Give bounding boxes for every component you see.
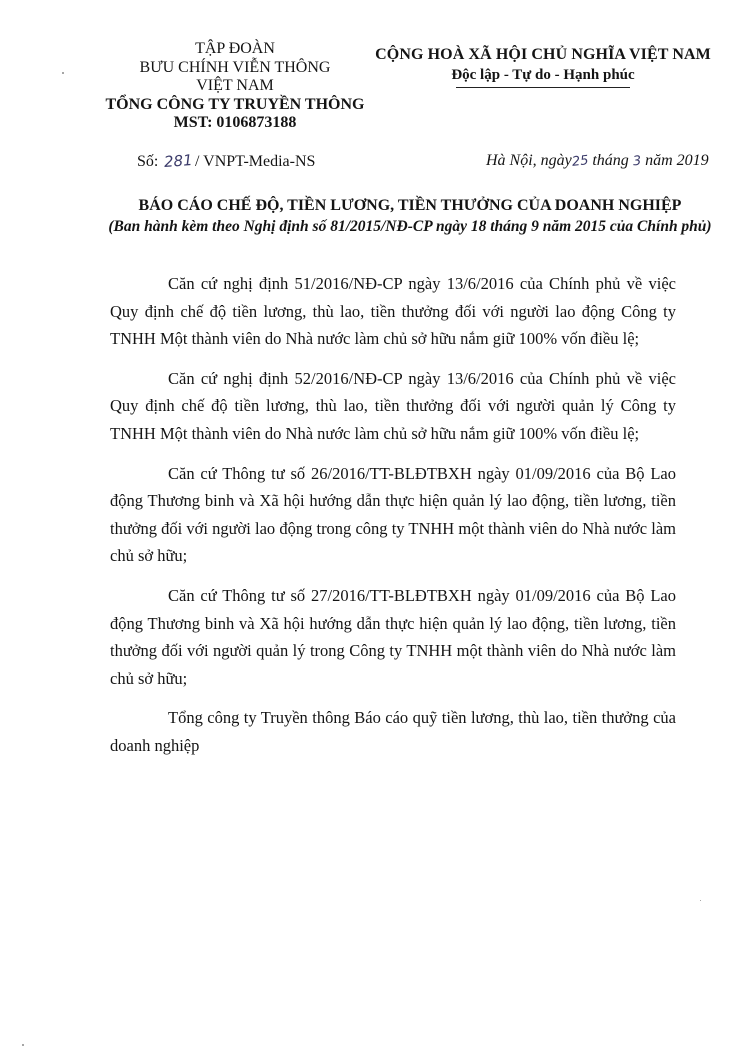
- organization-header: [104, 40, 366, 133]
- doc-number-handwritten: 281: [163, 151, 194, 171]
- paragraph: Tổng công ty Truyền thông Báo cáo quỹ tiền lương, thù lao, tiền thưởng của doanh nghiệp: [110, 708, 676, 755]
- document-date: [486, 152, 709, 170]
- org-tax-code: MST: 0106873188: [173, 114, 297, 131]
- national-header: [368, 44, 718, 88]
- paragraph: Căn cứ Thông tư số 27/2016/TT-BLĐTBXH ngày 01/09/2016 của Bộ Lao động Thương binh và Xã hội hướng dẫn thực hiện quản lý lao động, tiền lương, tiền thưởng đối với người quản lý trong Công ty TNHH một thành viên do Nhà nước làm chủ sở hữu;: [110, 585, 676, 688]
- scan-speck: [62, 72, 64, 74]
- paragraph: Căn cứ nghị định 51/2016/NĐ-CP ngày 13/6/2016 của Chính phủ về việc Quy định chế độ tiền lương, thù lao, tiền thưởng đối với người lao động Công ty TNHH Một thành viên do Nhà nước làm chủ sở hữu nắm giữ 100% vốn điều lệ;: [110, 274, 676, 349]
- org-line-group: TẬP ĐOÀN: [195, 40, 275, 57]
- date-month-label: tháng: [592, 152, 629, 169]
- date-month-handwritten: 3: [632, 153, 642, 170]
- scan-speck: [22, 1044, 24, 1046]
- paragraph: Căn cứ nghị định 52/2016/NĐ-CP ngày 13/6/2016 của Chính phủ về việc Quy định chế độ tiền lương, thù lao, tiền thưởng đối với người quản lý Công ty TNHH Một thành viên do Nhà nước làm chủ sở hữu nắm giữ 100% vốn điều lệ;: [110, 368, 676, 443]
- date-day-handwritten: 25: [571, 153, 590, 170]
- motto-underline: [456, 87, 630, 88]
- document-number: [137, 152, 315, 171]
- org-line-company: TỔNG CÔNG TY TRUYỀN THÔNG: [105, 95, 365, 113]
- nation-title: CỘNG HOÀ XÃ HỘI CHỦ NGHĨA VIỆT NAM: [375, 46, 711, 63]
- paragraph: Căn cứ Thông tư số 26/2016/TT-BLĐTBXH ngày 01/09/2016 của Bộ Lao động Thương binh và Xã hội hướng dẫn thực hiện quản lý lao động, tiền lương, tiền thưởng đối với người lao động trong công ty TNHH một thành viên do Nhà nước làm chủ sở hữu;: [110, 463, 676, 566]
- report-title: BÁO CÁO CHẾ ĐỘ, TIỀN LƯƠNG, TIỀN THƯỞNG CỦA DOANH NGHIỆP: [138, 197, 682, 214]
- date-year: năm 2019: [645, 152, 709, 169]
- date-place: Hà Nội, ngày: [486, 152, 572, 169]
- doc-number-prefix: Số:: [137, 153, 159, 170]
- doc-number-suffix: / VNPT-Media-NS: [194, 153, 316, 170]
- org-line-corporation: BƯU CHÍNH VIỄN THÔNG: [139, 58, 331, 76]
- report-body: [110, 270, 676, 772]
- report-subtitle: (Ban hành kèm theo Nghị định số 81/2015/NĐ-CP ngày 18 tháng 9 năm 2015 của Chính phủ): [108, 218, 712, 235]
- scan-speck: [700, 900, 701, 901]
- org-line-country: VIỆT NAM: [196, 77, 274, 94]
- nation-motto: Độc lập - Tự do - Hạnh phúc: [451, 67, 635, 83]
